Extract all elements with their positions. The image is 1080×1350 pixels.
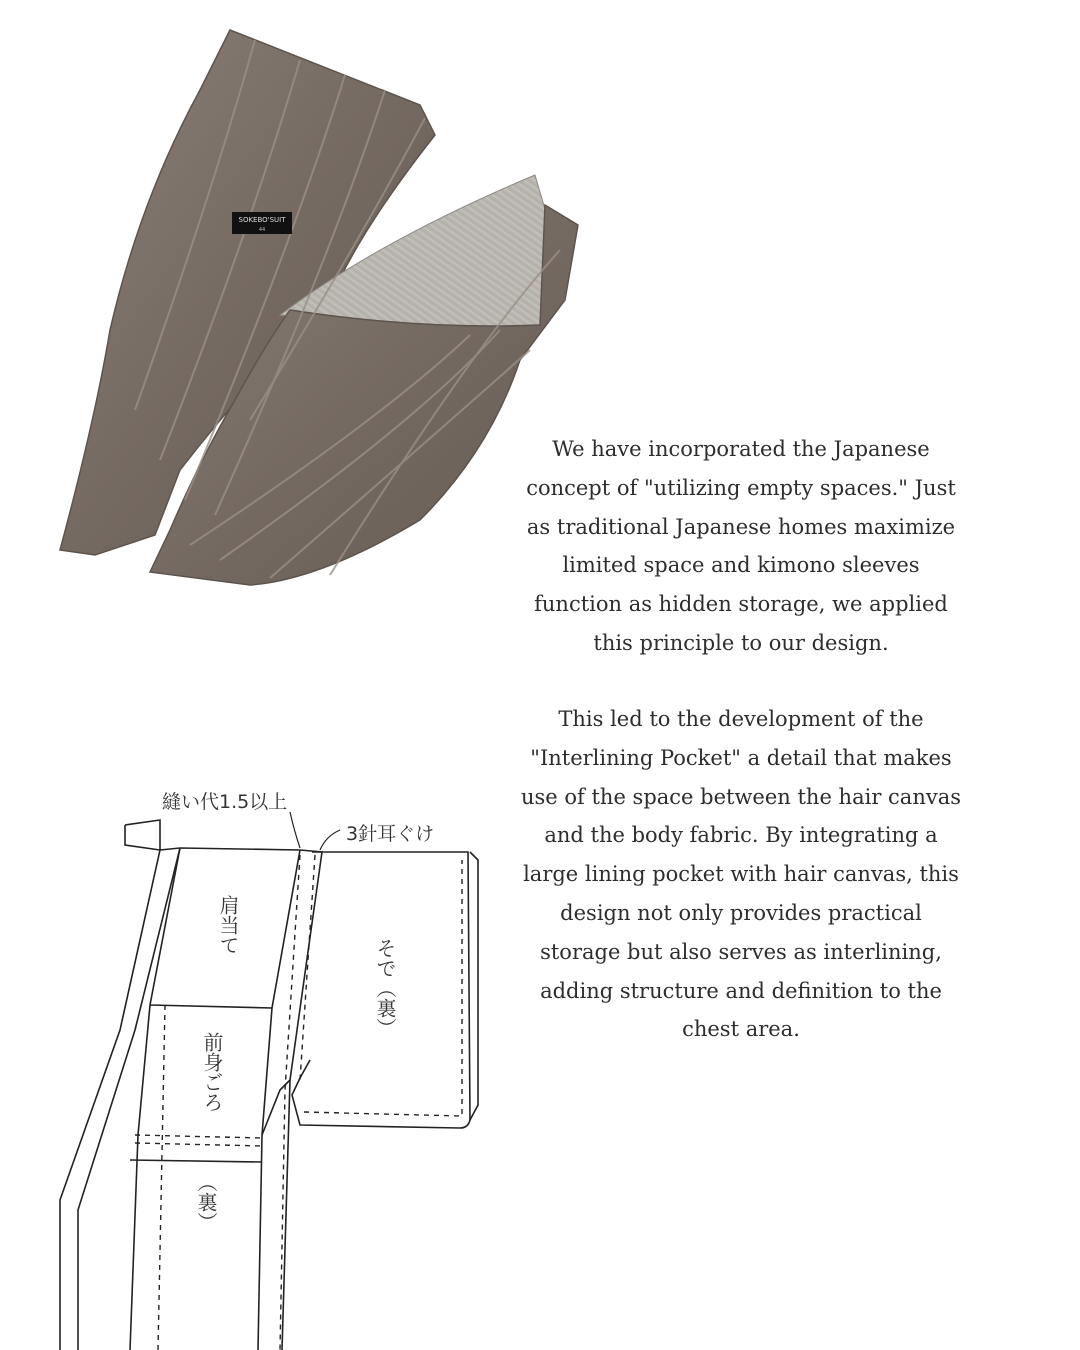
stitch-label: 3針耳ぐけ xyxy=(346,823,435,845)
seam-allowance-label: 縫い代1.5以上 xyxy=(162,791,288,813)
brand-label-size: 44 xyxy=(258,227,266,233)
brand-label-text: SOKEBO'SUIT xyxy=(238,216,286,224)
sleeve-label: そで（裏） xyxy=(373,938,397,1038)
description-paragraph-2: This led to the development of the "Interlining Pocket" a detail that makes use of the space between the hair canvas and the body fabric. By integrating a large lining pocket with hair canvas, this design not only provides practical storage but also serves as interlining, adding structure and definition to the chest area. xyxy=(520,707,961,1042)
collar-strip xyxy=(60,820,180,1350)
shoulder-label: 肩当て xyxy=(216,895,240,955)
description-paragraph-1: We have incorporated the Japanese concept of "utilizing empty spaces." Just as traditional Japanese homes maximize limited space and kimono sleeves function as hidden storage, we applied this principle to our design. xyxy=(526,437,956,655)
brand-label xyxy=(232,212,292,234)
front-body-label: 前身ごろ xyxy=(200,1032,224,1112)
kimono-pattern-diagram xyxy=(0,760,520,1350)
reverse-label: （裏） xyxy=(194,1172,218,1232)
